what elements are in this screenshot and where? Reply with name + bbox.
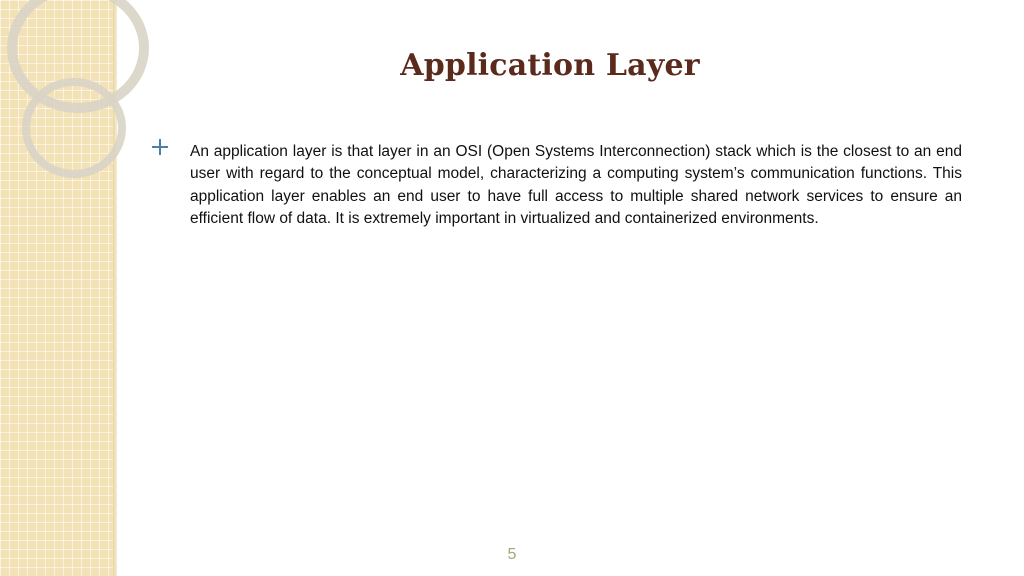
plus-icon [150, 137, 170, 157]
bullet-text: An application layer is that layer in an OSI (Open Systems Interconnection) stack which is the closest to an end user with regard to the conceptual model, characterizing a computing system’s communication functions. This application layer enables an end user to have full access to multiple shared network services to ensure an efficient flow of data. It is extremely important in virtualized and containerized environments. [190, 143, 962, 228]
decorative-rings [0, 0, 180, 200]
slide-title: Application Layer [400, 48, 700, 83]
decorative-ring-large [12, 0, 144, 108]
decorative-ring-small [26, 82, 122, 174]
page-number: 5 [507, 546, 517, 563]
